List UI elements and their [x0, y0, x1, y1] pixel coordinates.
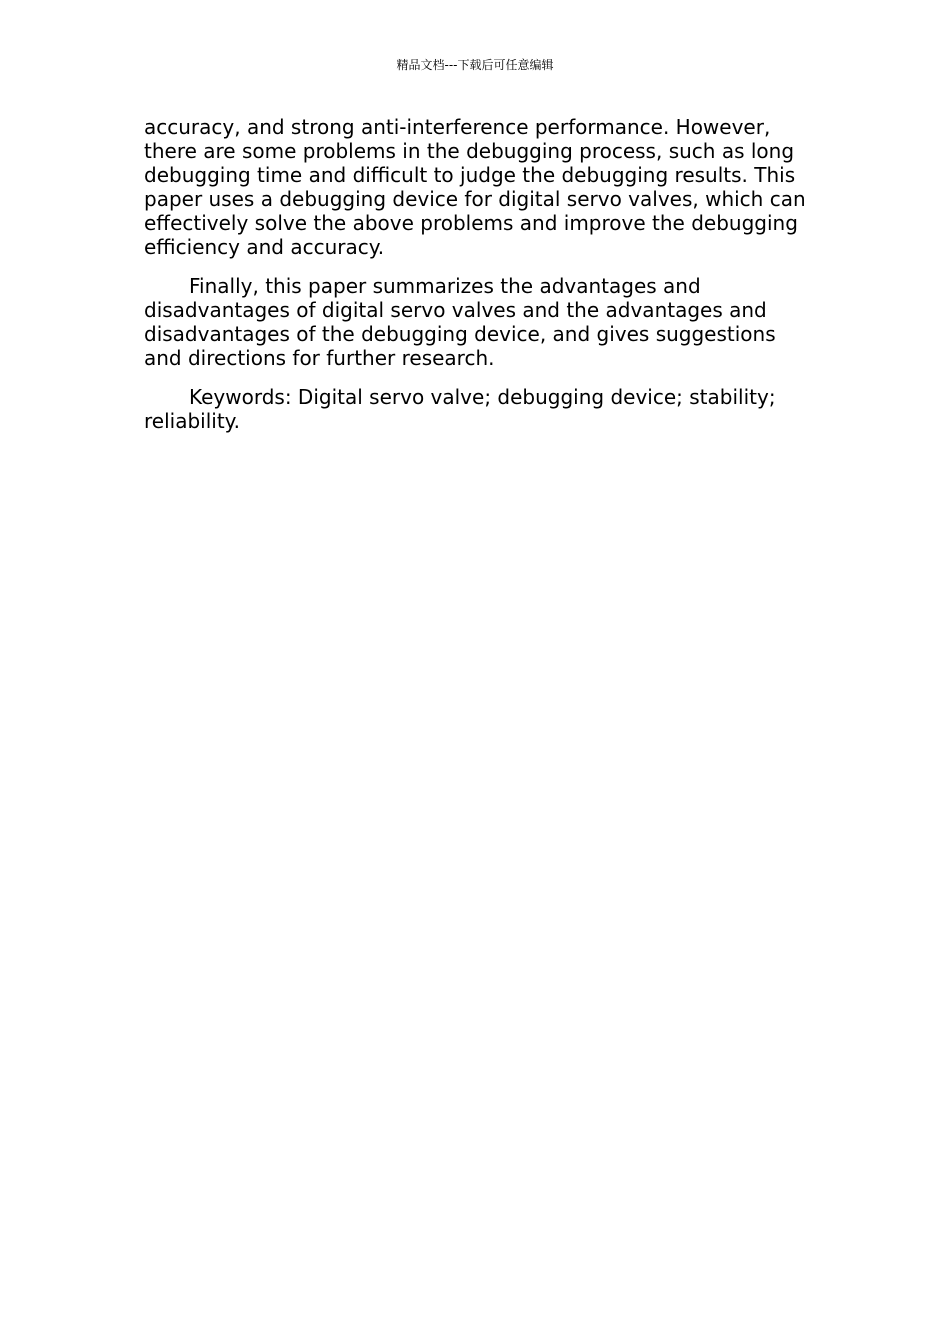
paragraph-summary: Finally, this paper summarizes the advantages and disadvantages of digital servo valves and the advantages and disadvantages of the debugging device, and gives suggestions and directions for further research. — [144, 274, 776, 370]
paragraph-abstract-continuation: accuracy, and strong anti-interference performance. However, there are some problems in the debugging process, such as long debugging time and difficult to judge the debugging results. This paper uses a debugging device for digital servo valves, which can effectively solve the above problems and improve the debugging efficiency and accuracy. — [144, 115, 806, 259]
paragraph-keywords: Keywords: Digital servo valve; debugging device; stability; reliability. — [144, 385, 776, 433]
document-body — [144, 115, 809, 448]
page-header: 精品文档---下载后可任意编辑 — [396, 58, 554, 72]
